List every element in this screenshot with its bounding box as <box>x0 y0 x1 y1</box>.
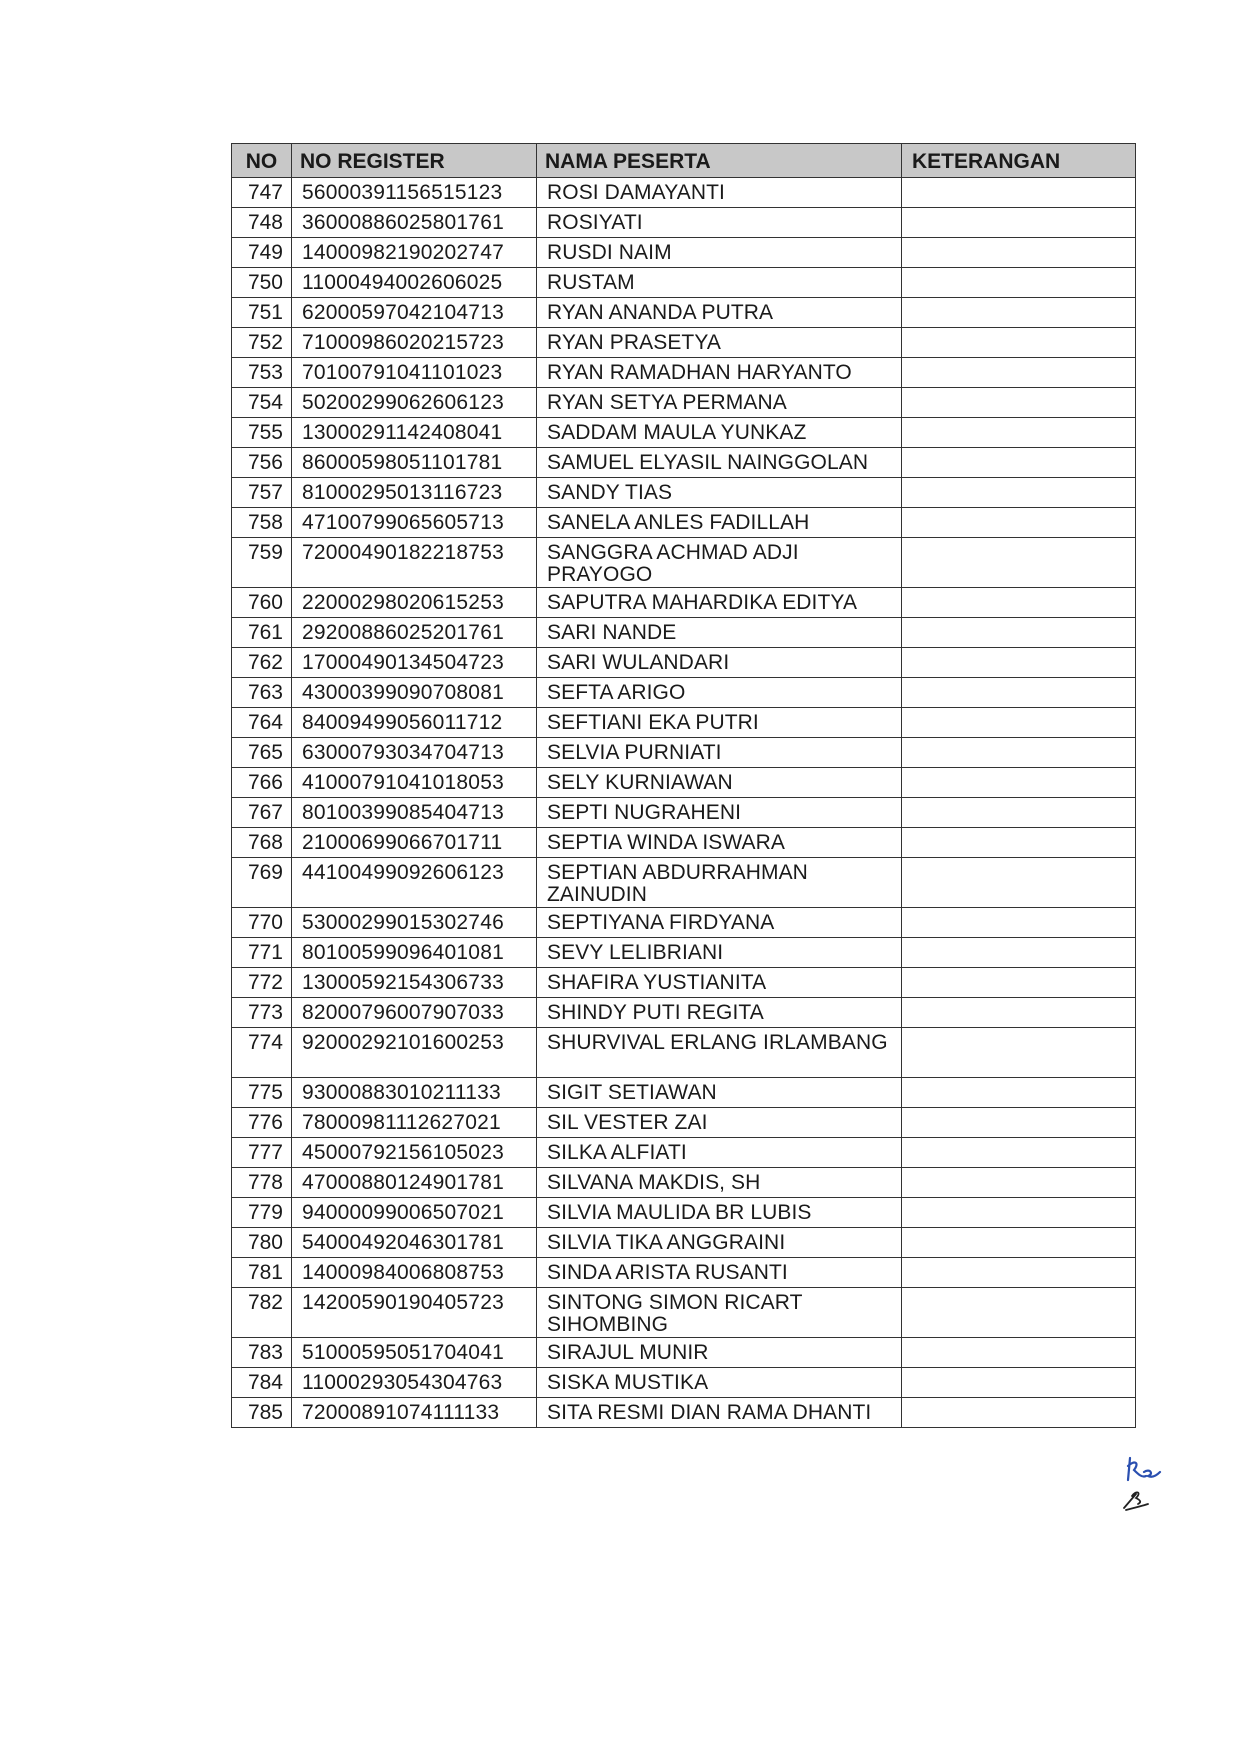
row-name: RYAN RAMADHAN HARYANTO <box>537 358 902 388</box>
table-row <box>232 268 1136 298</box>
table-header-row <box>232 144 1136 178</box>
initials-signature <box>1120 1450 1180 1520</box>
row-register: 29200886025201761 <box>292 618 537 648</box>
row-no: 764 <box>232 708 292 738</box>
table-row <box>232 478 1136 508</box>
row-note <box>902 478 1136 508</box>
row-register: 82000796007907033 <box>292 998 537 1028</box>
row-register: 45000792156105023 <box>292 1138 537 1168</box>
row-note <box>902 538 1136 588</box>
table-row <box>232 908 1136 938</box>
row-register: 63000793034704713 <box>292 738 537 768</box>
row-register: 51000595051704041 <box>292 1338 537 1368</box>
row-name: SILKA ALFIATI <box>537 1138 902 1168</box>
row-name: SISKA MUSTIKA <box>537 1368 902 1398</box>
table-row <box>232 648 1136 678</box>
row-no: 748 <box>232 208 292 238</box>
row-register: 11000494002606025 <box>292 268 537 298</box>
row-note <box>902 1168 1136 1198</box>
row-no: 758 <box>232 508 292 538</box>
row-no: 769 <box>232 858 292 908</box>
row-name: SEPTIAN ABDURRAHMAN ZAINUDIN <box>537 858 902 908</box>
row-name: SILVANA MAKDIS, SH <box>537 1168 902 1198</box>
table-row <box>232 1198 1136 1228</box>
row-no: 747 <box>232 178 292 208</box>
row-register: 84009499056011712 <box>292 708 537 738</box>
row-register: 80100399085404713 <box>292 798 537 828</box>
row-note <box>902 328 1136 358</box>
row-note <box>902 298 1136 328</box>
row-no: 766 <box>232 768 292 798</box>
table-row <box>232 708 1136 738</box>
row-register: 41000791041018053 <box>292 768 537 798</box>
row-register: 72000490182218753 <box>292 538 537 588</box>
table-row <box>232 358 1136 388</box>
row-no: 785 <box>232 1398 292 1428</box>
row-name: SINDA ARISTA RUSANTI <box>537 1258 902 1288</box>
row-register: 80100599096401081 <box>292 938 537 968</box>
table-row <box>232 178 1136 208</box>
row-note <box>902 1258 1136 1288</box>
row-note <box>902 358 1136 388</box>
table-row <box>232 238 1136 268</box>
table-row <box>232 298 1136 328</box>
row-register: 53000299015302746 <box>292 908 537 938</box>
row-register: 71000986020215723 <box>292 328 537 358</box>
row-register: 14200590190405723 <box>292 1288 537 1338</box>
row-no: 777 <box>232 1138 292 1168</box>
row-no: 770 <box>232 908 292 938</box>
row-register: 13000592154306733 <box>292 968 537 998</box>
row-register: 93000883010211133 <box>292 1078 537 1108</box>
table-row <box>232 998 1136 1028</box>
table-row <box>232 208 1136 238</box>
row-note <box>902 1108 1136 1138</box>
row-no: 752 <box>232 328 292 358</box>
row-name: SAPUTRA MAHARDIKA EDITYA <box>537 588 902 618</box>
row-note <box>902 618 1136 648</box>
row-note <box>902 418 1136 448</box>
row-name: SADDAM MAULA YUNKAZ <box>537 418 902 448</box>
row-note <box>902 1138 1136 1168</box>
row-register: 17000490134504723 <box>292 648 537 678</box>
row-register: 62000597042104713 <box>292 298 537 328</box>
row-name: SANELA ANLES FADILLAH <box>537 508 902 538</box>
table-row <box>232 328 1136 358</box>
row-register: 56000391156515123 <box>292 178 537 208</box>
row-name: SIRAJUL MUNIR <box>537 1338 902 1368</box>
row-register: 13000291142408041 <box>292 418 537 448</box>
row-note <box>902 588 1136 618</box>
table-row <box>232 1368 1136 1398</box>
row-no: 757 <box>232 478 292 508</box>
row-no: 753 <box>232 358 292 388</box>
row-register: 72000891074111133 <box>292 1398 537 1428</box>
row-name: SEFTIANI EKA PUTRI <box>537 708 902 738</box>
row-note <box>902 388 1136 418</box>
row-no: 772 <box>232 968 292 998</box>
row-note <box>902 1228 1136 1258</box>
table-row <box>232 1168 1136 1198</box>
row-register: 11000293054304763 <box>292 1368 537 1398</box>
row-no: 762 <box>232 648 292 678</box>
row-no: 771 <box>232 938 292 968</box>
row-register: 92000292101600253 <box>292 1028 537 1078</box>
header-register: NO REGISTER <box>292 144 537 178</box>
row-note <box>902 858 1136 908</box>
row-note <box>902 1368 1136 1398</box>
table-row <box>232 768 1136 798</box>
table-row <box>232 388 1136 418</box>
row-name: SILVIA TIKA ANGGRAINI <box>537 1228 902 1258</box>
row-name: SANDY TIAS <box>537 478 902 508</box>
row-no: 773 <box>232 998 292 1028</box>
row-no: 754 <box>232 388 292 418</box>
row-note <box>902 448 1136 478</box>
table-row <box>232 1338 1136 1368</box>
row-name: SINTONG SIMON RICART SIHOMBING <box>537 1288 902 1338</box>
table-row <box>232 1138 1136 1168</box>
row-note <box>902 998 1136 1028</box>
row-note <box>902 1288 1136 1338</box>
row-register: 14000982190202747 <box>292 238 537 268</box>
row-name: SEFTA ARIGO <box>537 678 902 708</box>
row-note <box>902 828 1136 858</box>
row-no: 765 <box>232 738 292 768</box>
row-register: 43000399090708081 <box>292 678 537 708</box>
row-register: 70100791041101023 <box>292 358 537 388</box>
row-note <box>902 1338 1136 1368</box>
row-name: SHAFIRA YUSTIANITA <box>537 968 902 998</box>
row-name: SHINDY PUTI REGITA <box>537 998 902 1028</box>
row-no: 783 <box>232 1338 292 1368</box>
participant-table <box>231 143 1136 1428</box>
row-note <box>902 708 1136 738</box>
row-name: RYAN SETYA PERMANA <box>537 388 902 418</box>
row-name: SEPTIA WINDA ISWARA <box>537 828 902 858</box>
row-name: SIGIT SETIAWAN <box>537 1078 902 1108</box>
row-name: ROSI DAMAYANTI <box>537 178 902 208</box>
row-no: 776 <box>232 1108 292 1138</box>
row-no: 775 <box>232 1078 292 1108</box>
table-row <box>232 1228 1136 1258</box>
row-name: SEPTI NUGRAHENI <box>537 798 902 828</box>
row-no: 767 <box>232 798 292 828</box>
row-note <box>902 1028 1136 1078</box>
row-note <box>902 178 1136 208</box>
row-register: 50200299062606123 <box>292 388 537 418</box>
row-register: 81000295013116723 <box>292 478 537 508</box>
table-row <box>232 418 1136 448</box>
row-register: 78000981112627021 <box>292 1108 537 1138</box>
row-name: RYAN PRASETYA <box>537 328 902 358</box>
header-name: NAMA PESERTA <box>537 144 902 178</box>
row-no: 780 <box>232 1228 292 1258</box>
row-name: SELVIA PURNIATI <box>537 738 902 768</box>
row-note <box>902 798 1136 828</box>
table-row <box>232 508 1136 538</box>
table-body <box>232 178 1136 1428</box>
row-no: 750 <box>232 268 292 298</box>
row-name: RUSTAM <box>537 268 902 298</box>
table-row <box>232 618 1136 648</box>
row-no: 749 <box>232 238 292 268</box>
row-name: RUSDI NAIM <box>537 238 902 268</box>
table-row <box>232 1258 1136 1288</box>
row-note <box>902 768 1136 798</box>
row-name: SARI NANDE <box>537 618 902 648</box>
row-note <box>902 1078 1136 1108</box>
row-note <box>902 738 1136 768</box>
row-register: 86000598051101781 <box>292 448 537 478</box>
table-row <box>232 448 1136 478</box>
table-row <box>232 798 1136 828</box>
row-note <box>902 268 1136 298</box>
table-row <box>232 738 1136 768</box>
row-note <box>902 1398 1136 1428</box>
row-no: 759 <box>232 538 292 588</box>
row-no: 784 <box>232 1368 292 1398</box>
table-row <box>232 1288 1136 1338</box>
row-register: 54000492046301781 <box>292 1228 537 1258</box>
row-name: RYAN ANANDA PUTRA <box>537 298 902 328</box>
row-name: SAMUEL ELYASIL NAINGGOLAN <box>537 448 902 478</box>
table-row <box>232 938 1136 968</box>
row-name: SEPTIYANA FIRDYANA <box>537 908 902 938</box>
row-no: 778 <box>232 1168 292 1198</box>
row-no: 782 <box>232 1288 292 1338</box>
table-row <box>232 828 1136 858</box>
header-no: NO <box>232 144 292 178</box>
row-name: ROSIYATI <box>537 208 902 238</box>
row-no: 781 <box>232 1258 292 1288</box>
table-row <box>232 1108 1136 1138</box>
row-register: 47000880124901781 <box>292 1168 537 1198</box>
row-name: SHURVIVAL ERLANG IRLAMBANG <box>537 1028 902 1078</box>
row-no: 768 <box>232 828 292 858</box>
row-no: 756 <box>232 448 292 478</box>
row-register: 36000886025801761 <box>292 208 537 238</box>
header-note: KETERANGAN <box>902 144 1136 178</box>
table-row <box>232 1028 1136 1078</box>
row-note <box>902 208 1136 238</box>
row-note <box>902 648 1136 678</box>
row-no: 779 <box>232 1198 292 1228</box>
row-note <box>902 938 1136 968</box>
row-name: SITA RESMI DIAN RAMA DHANTI <box>537 1398 902 1428</box>
row-no: 751 <box>232 298 292 328</box>
row-note <box>902 908 1136 938</box>
row-no: 774 <box>232 1028 292 1078</box>
row-no: 760 <box>232 588 292 618</box>
table-row <box>232 588 1136 618</box>
table-row <box>232 858 1136 908</box>
row-note <box>902 968 1136 998</box>
row-name: SANGGRA ACHMAD ADJI PRAYOGO <box>537 538 902 588</box>
row-register: 21000699066701711 <box>292 828 537 858</box>
table-row <box>232 678 1136 708</box>
table-row <box>232 968 1136 998</box>
row-note <box>902 678 1136 708</box>
table-row <box>232 1398 1136 1428</box>
table-row <box>232 1078 1136 1108</box>
row-no: 763 <box>232 678 292 708</box>
row-note <box>902 238 1136 268</box>
row-note <box>902 508 1136 538</box>
row-register: 44100499092606123 <box>292 858 537 908</box>
row-name: SARI WULANDARI <box>537 648 902 678</box>
row-register: 14000984006808753 <box>292 1258 537 1288</box>
row-note <box>902 1198 1136 1228</box>
row-name: SELY KURNIAWAN <box>537 768 902 798</box>
row-name: SEVY LELIBRIANI <box>537 938 902 968</box>
table-row <box>232 538 1136 588</box>
row-name: SIL VESTER ZAI <box>537 1108 902 1138</box>
row-no: 755 <box>232 418 292 448</box>
row-no: 761 <box>232 618 292 648</box>
row-register: 22000298020615253 <box>292 588 537 618</box>
row-register: 47100799065605713 <box>292 508 537 538</box>
row-name: SILVIA MAULIDA BR LUBIS <box>537 1198 902 1228</box>
row-register: 94000099006507021 <box>292 1198 537 1228</box>
